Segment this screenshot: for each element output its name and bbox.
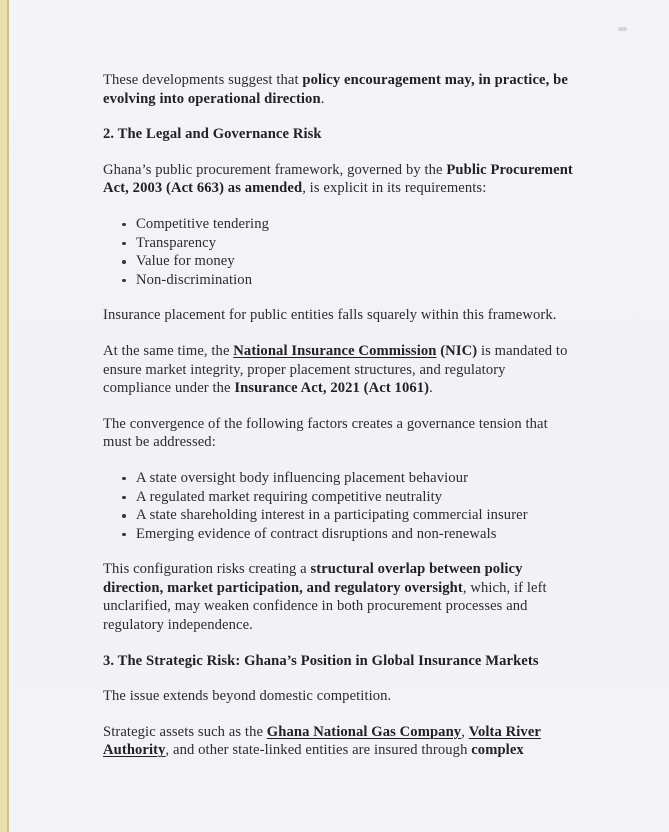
list-item: A state shareholding interest in a participating commercial insurer <box>122 506 575 525</box>
text-segment-bold: structural overlap between policy direction, market participation, and regulatory oversight <box>103 561 523 596</box>
list-item: Emerging evidence of contract disruptions and non-renewals <box>122 525 575 544</box>
section-heading-legal-governance-risk <box>103 125 575 144</box>
text-segment-bold-underline: Ghana National Gas Company <box>266 723 462 740</box>
paragraph-insurance-placement <box>103 306 575 325</box>
text-segment: The issue extends beyond domestic competition. <box>103 688 392 705</box>
text-segment: At the same time, the <box>103 342 234 359</box>
paragraph-procurement-framework <box>103 161 575 198</box>
text-segment: . <box>429 380 433 397</box>
text-segment-bold-underline: Volta River Authority <box>103 723 541 759</box>
text-segment-bold: (NIC) <box>436 342 478 359</box>
text-segment: These developments suggest that <box>103 72 303 88</box>
paragraph-policy-encouragement <box>103 71 575 108</box>
paragraph-nic-mandate <box>103 342 575 398</box>
text-segment: is mandated to ensure market integrity, proper placement structures, and regulatory compliance under the <box>103 342 568 397</box>
text-segment-bold: complex <box>471 742 524 759</box>
scan-edge-strip <box>0 0 9 832</box>
list-item: Competitive tendering <box>122 215 575 234</box>
heading-text: 3. The Strategic Risk: Ghana’s Position in Global Insurance Markets <box>103 652 539 669</box>
text-segment: , is explicit in its requirements: <box>302 180 487 197</box>
text-segment: Ghana’s public procurement framework, governed by the <box>103 161 447 178</box>
list-item: A regulated market requiring competitive neutrality <box>122 488 575 507</box>
text-segment-bold: Public Procurement Act, 2003 (Act 663) as amended <box>103 161 573 197</box>
text-segment: The convergence of the following factors creates a governance tension that must be addressed: <box>103 415 548 451</box>
list-item: Non-discrimination <box>122 271 575 290</box>
scan-artifact-speck <box>618 27 627 31</box>
list-item: A state oversight body influencing placement behaviour <box>122 469 575 488</box>
text-segment: , <box>461 723 469 740</box>
text-segment-bold: policy encouragement may, in practice, be evolving into operational direction <box>103 72 568 107</box>
text-segment: Strategic assets such as the <box>103 723 267 740</box>
paragraph-issue-extends <box>103 687 575 706</box>
text-segment-bold: Insurance Act, 2021 (Act 1061) <box>234 380 430 397</box>
section-heading-strategic-risk <box>103 652 575 671</box>
paragraph-structural-overlap <box>103 560 575 634</box>
text-segment: , and other state-linked entities are insured through <box>165 742 472 759</box>
list-item: Value for money <box>122 252 575 271</box>
bullet-list-procurement-requirements <box>103 215 575 289</box>
paragraph-convergence-factors <box>103 415 575 452</box>
text-segment: Insurance placement for public entities falls squarely within this framework. <box>103 307 557 324</box>
text-segment: , which, if left unclarified, may weaken confidence in both procurement processes and regulatory independence. <box>103 579 547 634</box>
heading-text: 2. The Legal and Governance Risk <box>103 126 322 143</box>
bullet-list-governance-tension-factors <box>103 469 575 543</box>
document-body <box>103 71 575 777</box>
paragraph-strategic-assets <box>103 723 575 760</box>
list-item: Transparency <box>122 234 575 253</box>
text-segment-bold-underline: National Insurance Commission <box>233 342 437 359</box>
text-segment: This configuration risks creating a <box>103 561 311 578</box>
text-segment: . <box>320 90 325 107</box>
